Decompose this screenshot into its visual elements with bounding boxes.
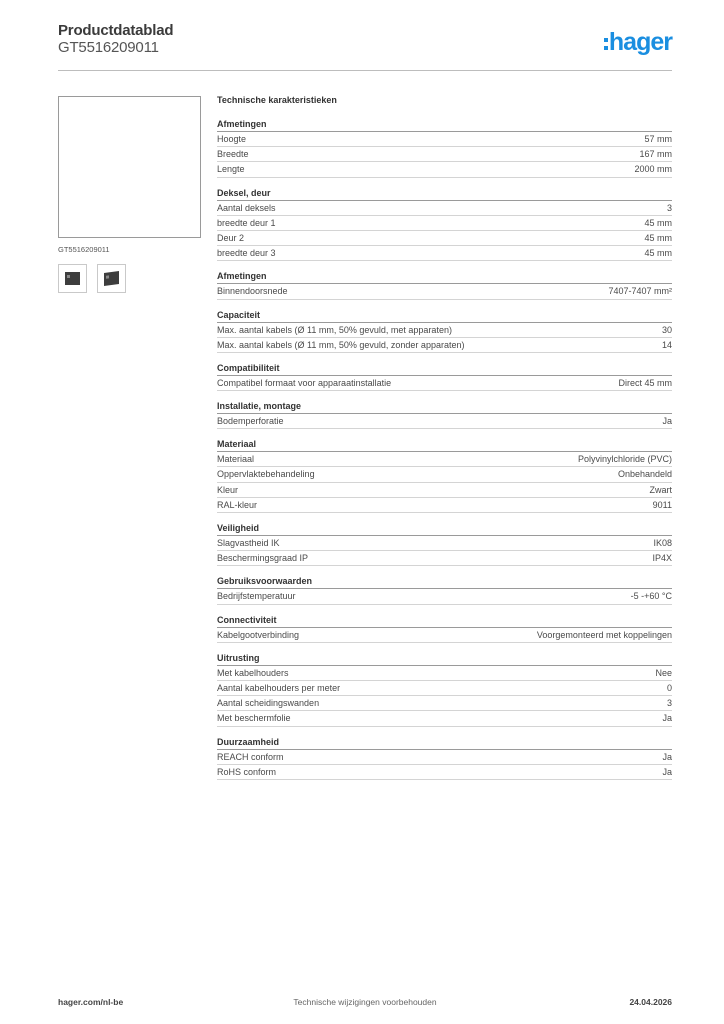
spec-label: Met beschermfolie xyxy=(217,713,291,724)
main-product-image xyxy=(58,96,201,238)
footer-date: 24.04.2026 xyxy=(629,997,672,1007)
page-header xyxy=(58,22,672,71)
spec-value: -5 -+60 °C xyxy=(630,591,672,602)
spec-row xyxy=(217,765,672,780)
spec-row xyxy=(217,231,672,246)
spec-label: breedte deur 1 xyxy=(217,217,276,228)
spec-value: 2000 mm xyxy=(634,164,672,175)
spec-row xyxy=(217,284,672,299)
spec-row xyxy=(217,338,672,353)
spec-label: Deur 2 xyxy=(217,232,245,243)
product-thumbnail-icon xyxy=(65,272,80,285)
spec-row xyxy=(217,483,672,498)
spec-value: 0 xyxy=(666,682,672,693)
spec-sections xyxy=(217,117,672,780)
spec-label: Aantal deksels xyxy=(217,202,276,213)
section-title: Connectiviteit xyxy=(217,613,672,628)
spec-section xyxy=(217,399,672,429)
spec-section xyxy=(217,437,672,513)
spec-row xyxy=(217,452,672,467)
spec-row xyxy=(217,414,672,429)
spec-section xyxy=(217,613,672,643)
spec-value: 57 mm xyxy=(644,134,672,144)
spec-row xyxy=(217,246,672,261)
product-code: GT5516209011 xyxy=(58,39,159,56)
thumbnail-2[interactable] xyxy=(97,264,126,293)
section-title: Materiaal xyxy=(217,437,672,452)
spec-label: breedte deur 3 xyxy=(217,248,276,259)
spec-label: Max. aantal kabels (Ø 11 mm, 50% gevuld, met apparaten) xyxy=(217,324,452,335)
page-title: Productdatablad xyxy=(58,22,174,39)
logo-text: hager xyxy=(608,27,672,56)
section-title: Veiligheid xyxy=(217,521,672,536)
spec-value: Polyvinylchloride (PVC) xyxy=(577,454,672,465)
spec-value: 167 mm xyxy=(639,149,672,160)
section-title: Compatibiliteit xyxy=(217,361,672,376)
spec-label: Kleur xyxy=(217,484,239,495)
spec-label: Beschermingsgraad IP xyxy=(217,553,309,564)
spec-label: Materiaal xyxy=(217,454,255,465)
spec-label: Aantal scheidingswanden xyxy=(217,698,320,709)
specs-heading: Technische karakteristieken xyxy=(217,95,337,105)
spec-value: Ja xyxy=(662,416,672,427)
footer-website[interactable]: hager.com/nl-be xyxy=(58,997,124,1007)
spec-row xyxy=(217,162,672,177)
spec-value: Direct 45 mm xyxy=(618,377,672,388)
thumbnail-list xyxy=(58,264,201,293)
spec-label: Bedrijfstemperatuur xyxy=(217,591,296,602)
spec-label: REACH conform xyxy=(217,751,284,762)
spec-label: Binnendoorsnede xyxy=(217,286,288,297)
spec-value: Ja xyxy=(662,766,672,777)
spec-value: 3 xyxy=(666,202,672,213)
spec-row xyxy=(217,628,672,643)
spec-value: 9011 xyxy=(652,499,672,510)
spec-label: Lengte xyxy=(217,164,245,175)
spec-value: IK08 xyxy=(653,538,672,548)
spec-label: Compatibel formaat voor apparaatinstallatie xyxy=(217,377,392,388)
spec-label: Met kabelhouders xyxy=(217,667,289,678)
section-title: Deksel, deur xyxy=(217,186,672,201)
logo-dots-icon xyxy=(604,38,608,50)
spec-value: 3 xyxy=(666,698,672,709)
spec-row xyxy=(217,551,672,566)
spec-value: 7407-7407 mm² xyxy=(608,286,672,297)
spec-label: RoHS conform xyxy=(217,766,277,777)
spec-label: RAL-kleur xyxy=(217,499,258,510)
spec-label: Slagvastheid IK xyxy=(217,538,280,548)
spec-value: Zwart xyxy=(649,484,672,495)
section-title: Gebruiksvoorwaarden xyxy=(217,574,672,589)
product-thumbnail-icon xyxy=(104,271,119,286)
spec-row xyxy=(217,711,672,726)
spec-row xyxy=(217,589,672,604)
spec-section xyxy=(217,521,672,566)
spec-row xyxy=(217,147,672,162)
section-title: Duurzaamheid xyxy=(217,735,672,750)
spec-label: Oppervlaktebehandeling xyxy=(217,469,315,480)
spec-row xyxy=(217,681,672,696)
spec-value: Voorgemonteerd met koppelingen xyxy=(536,629,672,640)
spec-section xyxy=(217,308,672,353)
spec-value: IP4X xyxy=(652,553,672,564)
section-title: Afmetingen xyxy=(217,269,672,284)
spec-row xyxy=(217,498,672,513)
spec-row xyxy=(217,666,672,681)
spec-value: Nee xyxy=(655,667,672,678)
spec-section xyxy=(217,186,672,262)
spec-value: Ja xyxy=(662,713,672,724)
spec-value: 45 mm xyxy=(644,232,672,243)
spec-label: Hoogte xyxy=(217,134,247,144)
spec-label: Breedte xyxy=(217,149,249,160)
spec-row xyxy=(217,216,672,231)
section-title: Capaciteit xyxy=(217,308,672,323)
spec-value: 45 mm xyxy=(644,248,672,259)
product-images xyxy=(58,96,201,293)
spec-row xyxy=(217,536,672,551)
spec-row xyxy=(217,376,672,391)
spec-section xyxy=(217,651,672,727)
spec-value: 30 xyxy=(661,324,672,335)
thumbnail-1[interactable] xyxy=(58,264,87,293)
footer-notice: Technische wijzigingen voorbehouden xyxy=(293,997,437,1007)
spec-row xyxy=(217,467,672,482)
section-title: Uitrusting xyxy=(217,651,672,666)
hager-logo xyxy=(604,28,672,56)
spec-row xyxy=(217,132,672,147)
spec-value: Onbehandeld xyxy=(617,469,672,480)
spec-row xyxy=(217,750,672,765)
spec-label: Aantal kabelhouders per meter xyxy=(217,682,341,693)
spec-value: 45 mm xyxy=(644,217,672,228)
spec-section xyxy=(217,574,672,604)
spec-row xyxy=(217,323,672,338)
spec-section xyxy=(217,361,672,391)
spec-label: Kabelgootverbinding xyxy=(217,629,300,640)
spec-row xyxy=(217,696,672,711)
spec-section xyxy=(217,117,672,178)
spec-value: Ja xyxy=(662,751,672,762)
section-title: Installatie, montage xyxy=(217,399,672,414)
spec-section xyxy=(217,735,672,780)
image-caption: GT5516209011 xyxy=(58,245,110,254)
section-title: Afmetingen xyxy=(217,117,672,132)
spec-value: 14 xyxy=(661,339,672,350)
spec-label: Bodemperforatie xyxy=(217,416,284,427)
spec-row xyxy=(217,201,672,216)
spec-section xyxy=(217,269,672,299)
specifications xyxy=(217,95,672,788)
spec-label: Max. aantal kabels (Ø 11 mm, 50% gevuld, zonder apparaten) xyxy=(217,339,465,350)
